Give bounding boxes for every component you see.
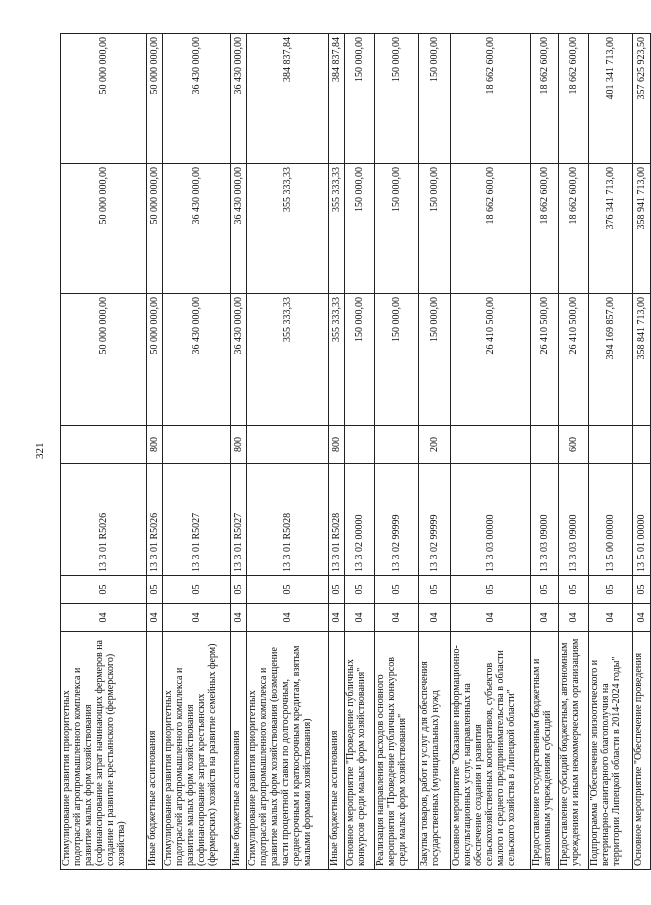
target-code-cell: 13 3 01 R5028 [247,464,329,576]
subsection-cell: 05 [345,576,375,604]
amount-cell-2: 150 000,00 [345,164,375,294]
expense-type-cell [163,426,231,464]
table-row [61,34,147,870]
expense-type-cell: 800 [147,426,163,464]
section-cell: 04 [633,604,651,632]
section-cell: 04 [163,604,231,632]
amount-cell-3: 50 000 000,00 [147,34,163,164]
section-cell: 04 [589,604,633,632]
row-name: Стимулирование развития приоритетных подотраслей агропромышленного комплекса и развитие малых форм хозяйствования (возмещение части процентной ставки по долгосрочным, среднесрочным и краткосрочным кредитам, взятым малыми формами хозяйствования) [247,632,329,870]
amount-cell-2: 355 333,33 [329,164,345,294]
row-name: Предоставление государственным бюджетным и автономным учреждениям субсидий [531,632,559,870]
subsection-cell: 05 [451,576,531,604]
amount-cell-2: 150 000,00 [375,164,419,294]
expense-type-cell [61,426,147,464]
target-code-cell: 13 3 01 R5027 [163,464,231,576]
amount-cell-1: 355 333,33 [329,294,345,426]
expense-type-cell: 800 [231,426,247,464]
row-name: Реализация направления расходов основного мероприятия "Проведение публичных конкурсов среди малых форм хозяйствования" [375,632,419,870]
target-code-cell: 13 3 01 R5026 [61,464,147,576]
table-row [531,34,559,870]
amount-cell-2: 376 341 713,00 [589,164,633,294]
target-code-cell: 13 3 03 00000 [451,464,531,576]
amount-cell-2: 50 000 000,00 [61,164,147,294]
amount-cell-2: 50 000 000,00 [147,164,163,294]
table-row [559,34,589,870]
expense-type-cell [247,426,329,464]
section-cell: 04 [61,604,147,632]
amount-cell-1: 50 000 000,00 [61,294,147,426]
target-code-cell: 13 3 03 09000 [531,464,559,576]
row-name: Основное мероприятие "Оказание информационно-консультационных услуг, направленных на обеспечение создания и развития сельскохозяйственных кооперативов, субъектов малого и среднего предпринимательства в области сельского хозяйства в Липецкой области" [451,632,531,870]
subsection-cell: 05 [531,576,559,604]
expense-type-cell: 200 [419,426,451,464]
amount-cell-2: 355 333,33 [247,164,329,294]
table-row [231,34,247,870]
amount-cell-3: 384 837,84 [329,34,345,164]
amount-cell-3: 150 000,00 [345,34,375,164]
amount-cell-2: 358 941 713,00 [633,164,651,294]
expense-type-cell [345,426,375,464]
amount-cell-3: 150 000,00 [375,34,419,164]
rotated-page-content [60,34,647,870]
amount-cell-1: 36 430 000,00 [231,294,247,426]
row-name: Закупка товаров, работ и услуг для обеспечения государственных (муниципальных) нужд [419,632,451,870]
table-row [375,34,419,870]
subsection-cell: 05 [163,576,231,604]
target-code-cell: 13 3 02 99999 [419,464,451,576]
table-row [329,34,345,870]
amount-cell-1: 394 169 857,00 [589,294,633,426]
subsection-cell: 05 [419,576,451,604]
amount-cell-2: 36 430 000,00 [231,164,247,294]
amount-cell-2: 18 662 600,00 [531,164,559,294]
row-name: Стимулирование развития приоритетных подотраслей агропромышленного комплекса и развитие малых форм хозяйствования (софинансирование затрат начинающих фермеров на создание и развитие крестьянского (фермерского) хозяйства) [61,632,147,870]
expense-type-cell [375,426,419,464]
target-code-cell: 13 3 02 99999 [375,464,419,576]
amount-cell-3: 401 341 713,00 [589,34,633,164]
row-name: Иные бюджетные ассигнования [147,632,163,870]
amount-cell-1: 150 000,00 [345,294,375,426]
section-cell: 04 [451,604,531,632]
amount-cell-3: 18 662 600,00 [451,34,531,164]
section-cell: 04 [231,604,247,632]
amount-cell-1: 358 841 713,00 [633,294,651,426]
amount-cell-3: 36 430 000,00 [163,34,231,164]
expense-type-cell [633,426,651,464]
amount-cell-2: 18 662 600,00 [451,164,531,294]
amount-cell-2: 36 430 000,00 [163,164,231,294]
table-row [451,34,531,870]
target-code-cell: 13 5 01 00000 [633,464,651,576]
subsection-cell: 05 [559,576,589,604]
subsection-cell: 05 [247,576,329,604]
amount-cell-2: 150 000,00 [419,164,451,294]
expense-type-cell: 800 [329,426,345,464]
table-row [633,34,651,870]
section-cell: 04 [247,604,329,632]
section-cell: 04 [531,604,559,632]
section-cell: 04 [147,604,163,632]
amount-cell-1: 355 333,33 [247,294,329,426]
subsection-cell: 05 [375,576,419,604]
table-row [589,34,633,870]
section-cell: 04 [345,604,375,632]
target-code-cell: 13 3 03 09000 [559,464,589,576]
row-name: Стимулирование развития приоритетных подотраслей агропромышленного комплекса и развитие малых форм хозяйствования (софинансирование затрат крестьянских (фермерских) хозяйств на развитие семейных ферм) [163,632,231,870]
amount-cell-3: 18 662 600,00 [531,34,559,164]
subsection-cell: 05 [147,576,163,604]
row-name: Иные бюджетные ассигнования [231,632,247,870]
amount-cell-3: 50 000 000,00 [61,34,147,164]
table-row [247,34,329,870]
amount-cell-1: 26 410 500,00 [559,294,589,426]
budget-table [60,33,651,870]
amount-cell-2: 18 662 600,00 [559,164,589,294]
row-name: Подпрограмма "Обеспечение эпизоотического и ветеринарно-санитарного благополучия на территории Липецкой области в 2014-2024 годы" [589,632,633,870]
target-code-cell: 13 3 01 R5027 [231,464,247,576]
row-name: Основное мероприятие "Обеспечение проведения [633,632,651,870]
amount-cell-3: 18 662 600,00 [559,34,589,164]
expense-type-cell [451,426,531,464]
expense-type-cell: 600 [559,426,589,464]
row-name: Иные бюджетные ассигнования [329,632,345,870]
expense-type-cell [589,426,633,464]
amount-cell-1: 36 430 000,00 [163,294,231,426]
table-row [419,34,451,870]
target-code-cell: 13 3 02 00000 [345,464,375,576]
subsection-cell: 05 [329,576,345,604]
section-cell: 04 [559,604,589,632]
row-name: Предоставление субсидий бюджетным, автономным учреждениям и иным некоммерческим организациям [559,632,589,870]
page-number: 321 [34,442,46,459]
subsection-cell: 05 [589,576,633,604]
amount-cell-1: 26 410 500,00 [531,294,559,426]
target-code-cell: 13 3 01 R5026 [147,464,163,576]
subsection-cell: 05 [61,576,147,604]
section-cell: 04 [329,604,345,632]
expense-type-cell [531,426,559,464]
amount-cell-3: 384 837,84 [247,34,329,164]
amount-cell-3: 357 625 923,50 [633,34,651,164]
subsection-cell: 05 [231,576,247,604]
amount-cell-1: 50 000 000,00 [147,294,163,426]
table-row [345,34,375,870]
amount-cell-3: 36 430 000,00 [231,34,247,164]
amount-cell-1: 26 410 500,00 [451,294,531,426]
section-cell: 04 [375,604,419,632]
row-name: Основное мероприятие "Проведение публичных конкурсов среди малых форм хозяйствования" [345,632,375,870]
subsection-cell: 05 [633,576,651,604]
table-row [147,34,163,870]
amount-cell-1: 150 000,00 [375,294,419,426]
table-row [163,34,231,870]
amount-cell-1: 150 000,00 [419,294,451,426]
section-cell: 04 [419,604,451,632]
amount-cell-3: 150 000,00 [419,34,451,164]
target-code-cell: 13 5 00 00000 [589,464,633,576]
target-code-cell: 13 3 01 R5028 [329,464,345,576]
